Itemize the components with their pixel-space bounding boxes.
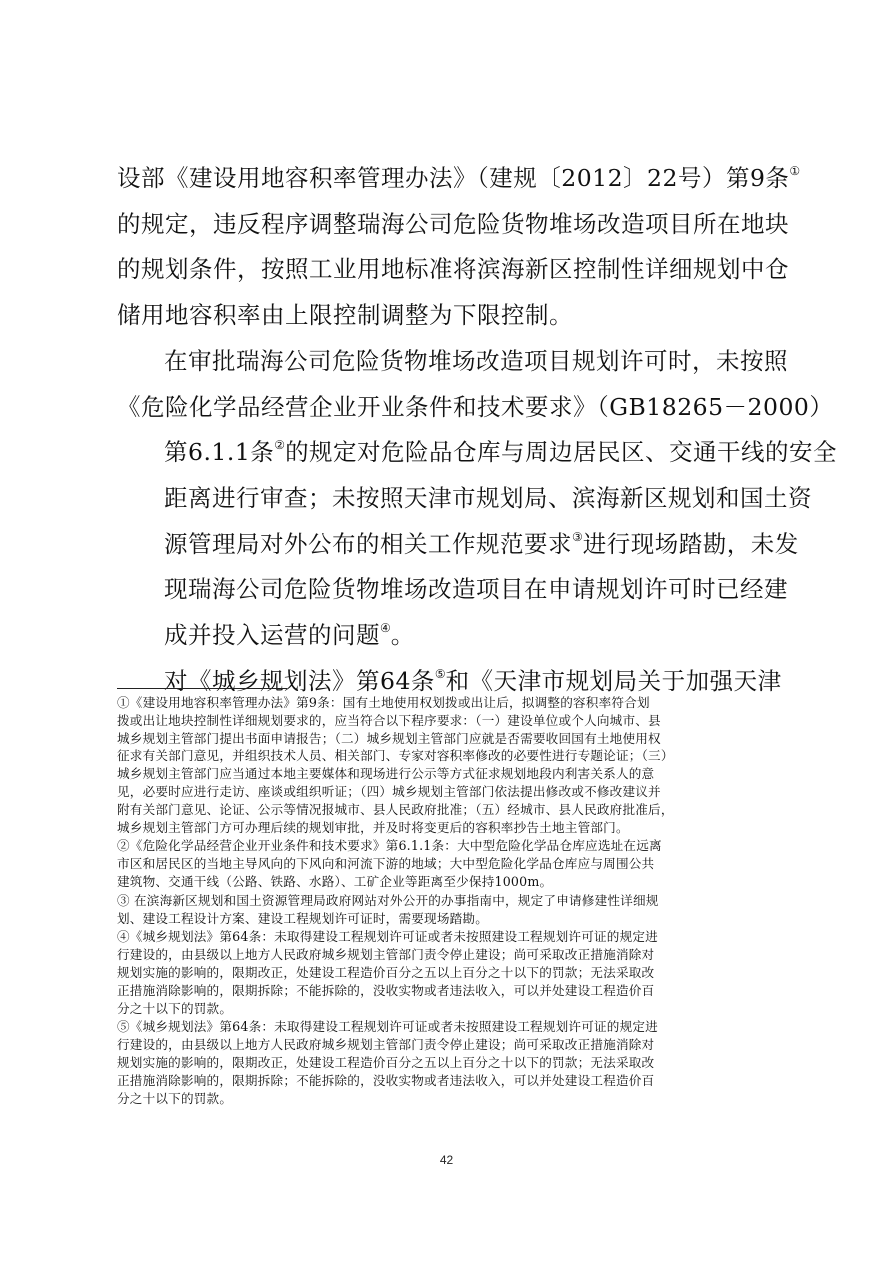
footnote	[117, 694, 781, 836]
footnote-line: 规划实施的影响的，限期改正，处建设工程造价百分之五以上百分之十以下的罚款；无法采取改	[117, 964, 655, 980]
footnote	[117, 928, 781, 1017]
paragraph	[117, 339, 838, 659]
footnote-marker: ③	[572, 529, 583, 544]
page-number: 42	[439, 1153, 454, 1167]
text-line: 现瑞海公司危险货物堆场改造项目在申请规划许可时已经建	[164, 575, 788, 604]
footnote-line: ②《危险化学品经营企业开业条件和技术要求》第6.1.1条：大中型危险化学品仓库应选址在远离	[117, 838, 662, 854]
footnote-line: 分之十以下的罚款。	[117, 1000, 233, 1016]
footnote-line: ⑤《城乡规划法》第64条：未取得建设工程规划许可证或者未按照建设工程规划许可证的规定进	[117, 1019, 658, 1035]
text-line: 的规划条件，按照工业用地标准将滨海新区控制性详细规划中仓	[117, 255, 789, 284]
footnote-line: 规划实施的影响的，限期改正，处建设工程造价百分之五以上百分之十以下的罚款；无法采取改	[117, 1054, 655, 1070]
text-line: 在审批瑞海公司危险货物堆场改造项目规划许可时，未按照	[164, 346, 788, 375]
footnote-line: 市区和居民区的当地主导风向的下风向和河流下游的地域；大中型危险化学品仓库应与周围公共	[117, 856, 655, 872]
text-line: 第6.1.1条②的规定对危险品仓库与周边居民区、交通干线的安全	[164, 438, 838, 467]
text-line: 设部《建设用地容积率管理办法》（建规〔2012〕22号）第9条①	[117, 164, 801, 192]
text-line: 距离进行审查；未按照天津市规划局、滨海新区规划和国土资	[164, 483, 812, 512]
footnote-marker: ②	[274, 438, 286, 453]
footnote-line: 划、建设工程设计方案、建设工程规划许可证时，需要现场踏勘。	[117, 910, 489, 926]
footnote-line: 正措施消除影响的，限期拆除；不能拆除的，没收实物或者违法收入，可以并处建设工程造价百	[117, 1072, 655, 1088]
footnote-line: 行建设的，由县级以上地方人民政府城乡规划主管部门责令停止建设；尚可采取改正措施消除对	[117, 947, 655, 963]
footnote-line: 正措施消除影响的，限期拆除；不能拆除的，没收实物或者违法收入，可以并处建设工程造价百	[117, 982, 655, 998]
footnote	[117, 1018, 781, 1107]
footnote-line: 拨或出让地块控制性详细规划要求的，应当符合以下程序要求：（一）建设单位或个人向城市、县	[117, 712, 661, 728]
footnote-line: 附有关部门意见、论证、公示等情况报城市、县人民政府批准；（五）经城市、县人民政府批准后，	[117, 801, 674, 817]
text-line: 对《城乡规划法》第64条⑤和《天津市规划局关于加强天津	[164, 666, 782, 695]
footnote-marker: ④	[380, 621, 391, 636]
footnote-line: 城乡规划主管部门应当通过本地主要媒体和现场进行公示等方式征求规划地段内利害关系人的意	[117, 766, 655, 782]
text-line: 成并投入运营的问题④。	[164, 621, 415, 650]
footnote-line: ④《城乡规划法》第64条：未取得建设工程规划许可证或者未按照建设工程规划许可证的规定进	[117, 929, 658, 945]
footnote-line: 城乡规划主管部门方可办理后续的规划审批，并及时将变更后的容积率抄告土地主管部门。	[117, 819, 629, 835]
footnote-line: 建筑物、交通干线（公路、铁路、水路）、工矿企业等距离至少保持1000m。	[117, 873, 553, 889]
footnote-marker: ①	[789, 164, 801, 179]
footnote-line: ③ 在滨海新区规划和国土资源管理局政府网站对外公开的办事指南中，规定了申请修建性详细规	[117, 892, 659, 908]
footnote-line: ①《建设用地容积率管理办法》第9条：国有土地使用权划拨或出让后，拟调整的容积率符合划	[117, 695, 650, 710]
footnote	[117, 892, 781, 928]
footnote-line: 见，必要时应进行走访、座谈或组织听证；（四）城乡规划主管部门依法提出修改或不修改建议并	[117, 783, 661, 799]
footnote	[117, 837, 781, 890]
footnote-separator	[117, 688, 287, 689]
footnote-line: 分之十以下的罚款。	[117, 1090, 233, 1106]
footnote-line: 征求有关部门意见，并组织技术人员、相关部门、专家对容积率修改的必要性进行专题论证；（三）	[117, 748, 674, 764]
footnotes	[117, 694, 781, 1108]
footnote-line: 城乡规划主管部门提出书面申请报告；（二）城乡规划主管部门应就是否需要收回国有土地使用权	[117, 730, 661, 746]
text-line: 储用地容积率由上限控制调整为下限控制。	[117, 301, 573, 330]
footnote-marker: ⑤	[434, 666, 446, 681]
main-text	[117, 156, 838, 704]
paragraph	[117, 156, 801, 339]
text-line: 《危险化学品经营企业开业条件和技术要求》（GB18265－2000）	[117, 392, 834, 421]
text-line: 的规定，违反程序调整瑞海公司危险货物堆场改造项目所在地块	[117, 209, 789, 238]
footnote-line: 行建设的，由县级以上地方人民政府城乡规划主管部门责令停止建设；尚可采取改正措施消除对	[117, 1037, 655, 1053]
text-line: 源管理局对外公布的相关工作规范要求③进行现场踏勘，未发	[164, 529, 799, 558]
